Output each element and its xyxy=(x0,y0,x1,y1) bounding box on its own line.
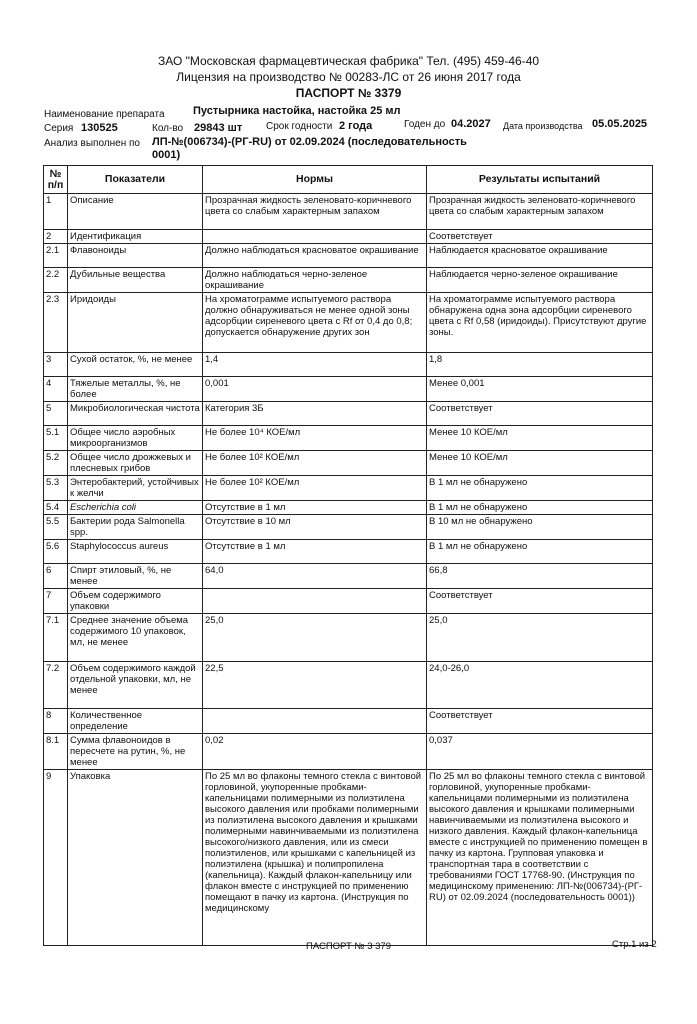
table-row xyxy=(44,377,653,402)
table-row xyxy=(44,476,653,501)
row-norm: 22,5 xyxy=(203,662,427,709)
row-number: 3 xyxy=(44,353,68,377)
row-result: По 25 мл во флаконы темного стекла с винтовой горловиной, укупоренные пробками-капельницами полимерными из полиэтилена высокого давления и крышками полимерными навинчиваемыми из полиэтилена высокого и низкого давления. Каждый флакон-капельница вместе с инструкцией по применению помещен в пачку из картона. Групповая упаковка и транспортная тара в соответствии с требованиями ГОСТ 17768-90. (Инструкция по медицинскому применению: ЛП-№(006734)-(РГ-RU) от 02.09.2024 (последовательность 0001)) xyxy=(427,770,653,946)
row-norm: 1,4 xyxy=(203,353,427,377)
row-number: 1 xyxy=(44,194,68,230)
drug-value: Пустырника настойка, настойка 25 мл xyxy=(193,105,401,117)
row-norm xyxy=(203,709,427,734)
row-indicator: Энтеробактерий, устойчивых к желчи xyxy=(68,476,203,501)
row-norm: На хроматограмме испытуемого раствора должно обнаруживаться не менее одной зоны адсорбции сиреневого цвета с Rf от 0,4 до 0,8; допускается обнаружение других зон xyxy=(203,293,427,353)
row-number: 7.2 xyxy=(44,662,68,709)
row-norm: Не более 10⁴ КОЕ/мл xyxy=(203,426,427,451)
row-result: В 1 мл не обнаружено xyxy=(427,501,653,515)
table-row xyxy=(44,515,653,540)
row-number: 5.5 xyxy=(44,515,68,540)
row-indicator: Идентификация xyxy=(68,230,203,244)
row-indicator: Дубильные вещества xyxy=(68,268,203,293)
row-norm: Прозрачная жидкость зеленовато-коричневого цвета со слабым характерным запахом xyxy=(203,194,427,230)
row-norm xyxy=(203,589,427,614)
row-number: 5.2 xyxy=(44,451,68,476)
row-number: 5.1 xyxy=(44,426,68,451)
passport-title: ПАСПОРТ № 3379 xyxy=(295,86,402,100)
row-number: 7.1 xyxy=(44,614,68,662)
table-row xyxy=(44,293,653,353)
series-value: 130525 xyxy=(81,122,118,134)
row-result: Прозрачная жидкость зеленовато-коричневого цвета со слабым характерным запахом xyxy=(427,194,653,230)
prod-label: Дата производства xyxy=(503,121,583,131)
row-indicator: Описание xyxy=(68,194,203,230)
row-number: 4 xyxy=(44,377,68,402)
row-result: В 1 мл не обнаружено xyxy=(427,476,653,501)
row-indicator: Бактерии рода Salmonella spp. xyxy=(68,515,203,540)
row-number: 2.3 xyxy=(44,293,68,353)
row-result: Соответствует xyxy=(427,230,653,244)
table-row xyxy=(44,734,653,770)
table-row xyxy=(44,353,653,377)
row-norm: Не более 10² КОЕ/мл xyxy=(203,476,427,501)
col-header-indicators: Показатели xyxy=(68,166,203,194)
row-norm: 0,001 xyxy=(203,377,427,402)
row-indicator: Среднее значение объема содержимого 10 упаковок, мл, не менее xyxy=(68,614,203,662)
row-indicator: Тяжелые металлы, %, не более xyxy=(68,377,203,402)
row-result: 24,0-26,0 xyxy=(427,662,653,709)
row-result: В 10 мл не обнаружено xyxy=(427,515,653,540)
row-indicator: Сухой остаток, %, не менее xyxy=(68,353,203,377)
row-indicator: Общее число дрожжевых и плесневых грибов xyxy=(68,451,203,476)
row-number: 5.4 xyxy=(44,501,68,515)
until-value: 04.2027 xyxy=(451,118,491,130)
row-indicator: Упаковка xyxy=(68,770,203,946)
row-result: На хроматограмме испытуемого раствора обнаружена одна зона адсорбции сиреневого цвета с Rf 0,58 (иридоиды). Присутствуют другие зоны. xyxy=(427,293,653,353)
row-norm: Должно наблюдаться черно-зеленое окрашивание xyxy=(203,268,427,293)
row-norm: 64,0 xyxy=(203,564,427,589)
row-indicator: Escherichia coli xyxy=(68,501,203,515)
row-result: Соответствует xyxy=(427,402,653,426)
table-row xyxy=(44,402,653,426)
row-number: 2.1 xyxy=(44,244,68,268)
row-number: 2 xyxy=(44,230,68,244)
row-norm: Должно наблюдаться красноватое окрашивание xyxy=(203,244,427,268)
col-header-norms: Нормы xyxy=(203,166,427,194)
drug-label: Наименование препарата xyxy=(44,109,165,120)
table-row xyxy=(44,244,653,268)
row-indicator: Иридоиды xyxy=(68,293,203,353)
row-result: Соответствует xyxy=(427,709,653,734)
table-row xyxy=(44,770,653,946)
analysis-value: ЛП-№(006734)-(РГ-RU) от 02.09.2024 (последовательность xyxy=(152,136,467,148)
col-header-results: Результаты испытаний xyxy=(427,166,653,194)
row-result: 0,037 xyxy=(427,734,653,770)
row-number: 6 xyxy=(44,564,68,589)
series-label: Серия xyxy=(44,123,74,134)
row-number: 8 xyxy=(44,709,68,734)
row-result: Наблюдается красноватое окрашивание xyxy=(427,244,653,268)
row-indicator: Сумма флавоноидов в пересчете на рутин, %, не менее xyxy=(68,734,203,770)
table-row xyxy=(44,268,653,293)
table-row xyxy=(44,230,653,244)
row-result: Менее 0,001 xyxy=(427,377,653,402)
row-indicator: Флавоноиды xyxy=(68,244,203,268)
row-norm: Отсутствие в 1 мл xyxy=(203,540,427,564)
footer-page-number: Стр.1 из 2 xyxy=(612,939,657,950)
table-row xyxy=(44,662,653,709)
table-row xyxy=(44,614,653,662)
row-result: 66,8 xyxy=(427,564,653,589)
row-indicator: Объем содержимого упаковки xyxy=(68,589,203,614)
analysis-value-cont: 0001) xyxy=(152,149,181,161)
table-row xyxy=(44,451,653,476)
row-number: 2.2 xyxy=(44,268,68,293)
table-row xyxy=(44,589,653,614)
until-label: Годен до xyxy=(404,119,446,130)
row-indicator: Staphylococcus aureus xyxy=(68,540,203,564)
row-indicator: Спирт этиловый, %, не менее xyxy=(68,564,203,589)
row-result: В 1 мл не обнаружено xyxy=(427,540,653,564)
row-norm: 0,02 xyxy=(203,734,427,770)
row-indicator: Объем содержимого каждой отдельной упаковки, мл, не менее xyxy=(68,662,203,709)
row-number: 5.3 xyxy=(44,476,68,501)
footer-passport-number: ПАСПОРТ № 3 379 xyxy=(306,941,391,952)
row-indicator: Количественное определение xyxy=(68,709,203,734)
table-row xyxy=(44,194,653,230)
table-row xyxy=(44,426,653,451)
row-number: 8.1 xyxy=(44,734,68,770)
row-result: 1,8 xyxy=(427,353,653,377)
row-result: Соответствует xyxy=(427,589,653,614)
shelf-value: 2 года xyxy=(339,120,373,132)
row-indicator: Общее число аэробных микроорганизмов xyxy=(68,426,203,451)
row-norm: 25,0 xyxy=(203,614,427,662)
shelf-label: Срок годности xyxy=(266,121,333,132)
table-row xyxy=(44,540,653,564)
row-result: Менее 10 КОЕ/мл xyxy=(427,451,653,476)
table-row xyxy=(44,709,653,734)
company-line: ЗАО "Московская фармацевтическая фабрика" Тел. (495) 459-46-40 xyxy=(157,54,540,68)
row-result: Наблюдается черно-зеленое окрашивание xyxy=(427,268,653,293)
table-row xyxy=(44,564,653,589)
row-result: Менее 10 КОЕ/мл xyxy=(427,426,653,451)
analysis-label: Анализ выполнен по xyxy=(44,138,140,149)
qty-value: 29843 шт xyxy=(194,122,243,134)
row-norm: По 25 мл во флаконы темного стекла с винтовой горловиной, укупоренные пробками-капельницами полимерными из полиэтилена высокого давления или пробками полимерными из полиэтилена высокого давления и крышками полимерными навинчиваемыми из полиэтилена высокого/низкого давления, или из смеси полиэтиленов, или крышками с капельницей из полиэтилена (крышка) и полипропилена (капельница). Каждый флакон-капельницу или флакон вместе с инструкцией по применению помещают в пачку из картона. (Инструкция по медицинскому xyxy=(203,770,427,946)
license-line: Лицензия на производство № 00283-ЛС от 26 июня 2017 года xyxy=(176,70,521,84)
row-number: 9 xyxy=(44,770,68,946)
qty-label: Кол-во xyxy=(152,123,184,134)
prod-value: 05.05.2025 xyxy=(592,118,648,130)
row-indicator: Микробиологическая чистота xyxy=(68,402,203,426)
row-norm: Не более 10² КОЕ/мл xyxy=(203,451,427,476)
row-number: 5.6 xyxy=(44,540,68,564)
row-result: 25,0 xyxy=(427,614,653,662)
row-norm: Отсутствие в 10 мл xyxy=(203,515,427,540)
row-norm: Категория 3Б xyxy=(203,402,427,426)
passport-table xyxy=(43,165,653,946)
row-norm xyxy=(203,230,427,244)
table-row xyxy=(44,501,653,515)
row-number: 5 xyxy=(44,402,68,426)
col-header-number: № п/п xyxy=(44,166,68,194)
row-number: 7 xyxy=(44,589,68,614)
row-norm: Отсутствие в 1 мл xyxy=(203,501,427,515)
